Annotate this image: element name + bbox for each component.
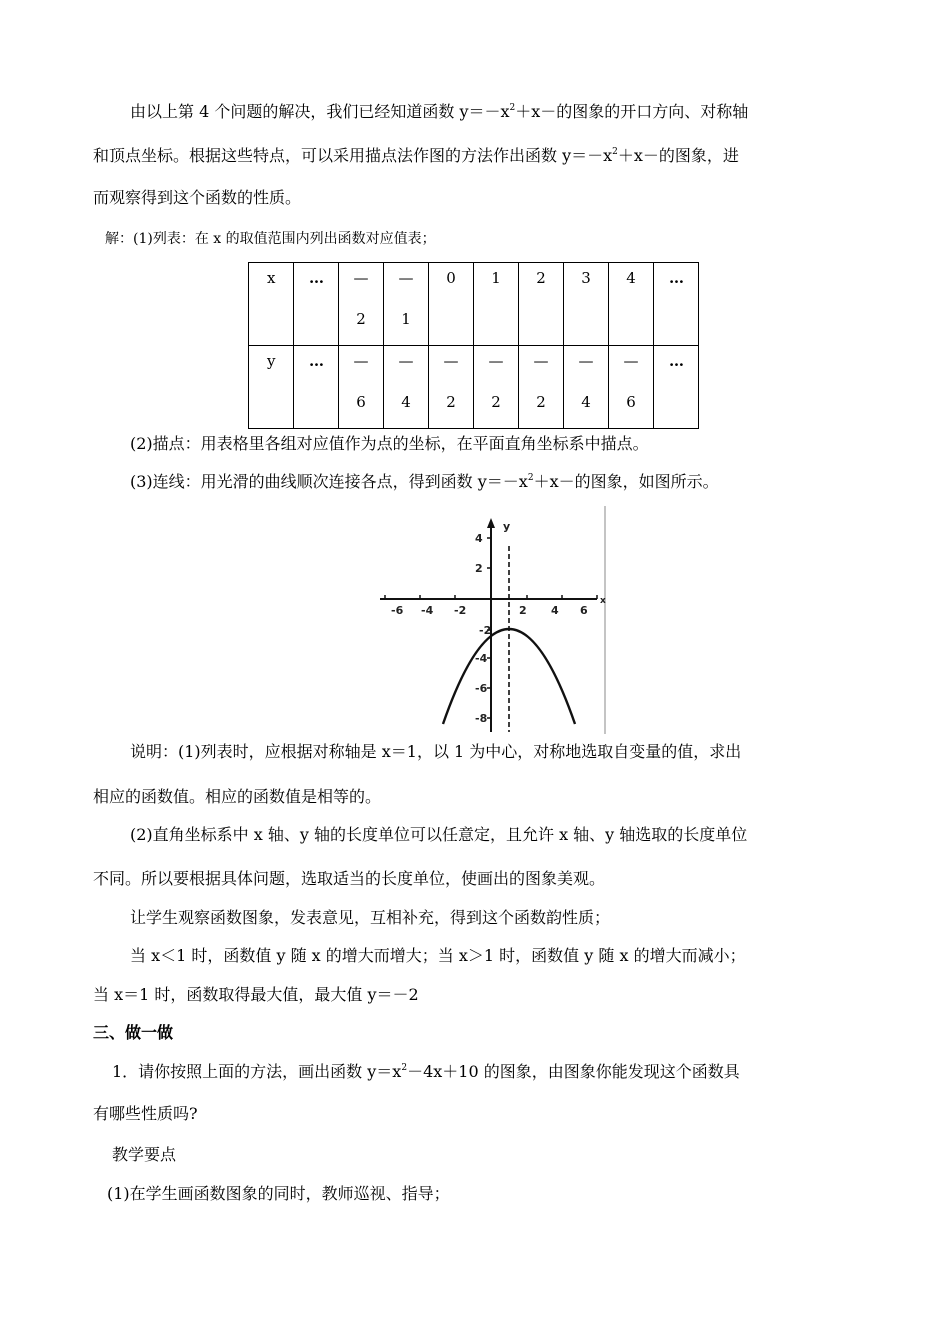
y-axis-label: y bbox=[503, 520, 511, 533]
table-cell: … bbox=[294, 263, 339, 346]
y-axis-arrow-icon bbox=[487, 518, 495, 528]
x-tick-label: -6 bbox=[391, 604, 404, 617]
table-cell: … bbox=[654, 263, 699, 346]
para1-line3: 而观察得到这个函数的性质。 bbox=[93, 188, 302, 207]
y-tick-label: -6 bbox=[475, 682, 488, 695]
note2-line2: 不同。所以要根据具体问题，选取适当的长度单位，使画出的图象美观。 bbox=[93, 869, 606, 888]
table-cell: 2 bbox=[519, 263, 564, 346]
y-tick-label: -8 bbox=[475, 712, 488, 725]
y-tick-label: 2 bbox=[475, 562, 483, 575]
note1-line1: 说明：(1)列表时，应根据对称轴是 x＝1，以 1 为中心，对称地选取自变量的值，求出 bbox=[130, 742, 742, 761]
y-tick-label: 4 bbox=[475, 532, 483, 545]
x-axis-label: x bbox=[600, 596, 606, 606]
y-row bbox=[249, 346, 699, 429]
table-cell: — 6 bbox=[339, 346, 384, 429]
value-table bbox=[248, 262, 699, 429]
x-tick-label: -2 bbox=[454, 604, 467, 617]
x-tick-label: -4 bbox=[421, 604, 434, 617]
x-label-cell: x bbox=[249, 263, 294, 346]
x-tick-label: 6 bbox=[580, 604, 588, 617]
step2: (2)描点：用表格里各组对应值作为点的坐标，在平面直角坐标系中描点。 bbox=[130, 434, 649, 453]
table-cell: … bbox=[294, 346, 339, 429]
table-cell: — 2 bbox=[519, 346, 564, 429]
step3: (3)连线：用光滑的曲线顺次连接各点，得到函数 $y=-x^2+x-$的图象，如图所示。 bbox=[130, 472, 719, 491]
table-cell: … bbox=[654, 346, 699, 429]
table-cell: — 2 bbox=[339, 263, 384, 346]
table-cell: 0 bbox=[429, 263, 474, 346]
section3-q1-line1: 1．请你按照上面的方法，画出函数 $y=x^2-4x+10$ 的图象，由图象你能发现这个函数具 bbox=[112, 1062, 740, 1081]
note5: 当 x＝1 时，函数取得最大值，最大值 y＝－2 bbox=[93, 985, 419, 1004]
y-label-cell: y bbox=[249, 346, 294, 429]
y-tick-label: -2 bbox=[479, 624, 492, 637]
note2-line1: (2)直角坐标系中 x 轴、y 轴的长度单位可以任意定，且允许 x 轴、y 轴选取的长度单位 bbox=[130, 825, 748, 844]
table-cell: — 4 bbox=[384, 346, 429, 429]
table-cell: 4 bbox=[609, 263, 654, 346]
section3-title: 三、做一做 bbox=[93, 1023, 174, 1042]
table-cell: — 1 bbox=[384, 263, 429, 346]
para1-line2: 和顶点坐标。根据这些特点，可以采用描点法作图的方法作出函数 $y=-x^2+x-$的图象，进 bbox=[93, 146, 739, 165]
y-tick-label: -4 bbox=[475, 652, 488, 665]
note4: 当 x＜1 时，函数值 y 随 x 的增大而增大；当 x＞1 时，函数值 y 随 x 的增大而减小； bbox=[130, 946, 746, 965]
table-cell: — 2 bbox=[474, 346, 519, 429]
note3: 让学生观察函数图象，发表意见，互相补充，得到这个函数韵性质； bbox=[130, 908, 611, 927]
table-cell: — 2 bbox=[429, 346, 474, 429]
table-cell: 1 bbox=[474, 263, 519, 346]
teaching-point-1: (1)在学生画函数图象的同时，教师巡视、指导； bbox=[107, 1184, 450, 1203]
note1-line2: 相应的函数值。相应的函数值是相等的。 bbox=[93, 787, 382, 806]
solution-intro: 解：(1)列表：在 x 的取值范围内列出函数对应值表； bbox=[105, 231, 436, 247]
teaching-points-title: 教学要点 bbox=[112, 1145, 177, 1164]
table-cell: — 4 bbox=[564, 346, 609, 429]
x-tick-label: 2 bbox=[519, 604, 527, 617]
table-cell: — 6 bbox=[609, 346, 654, 429]
section3-q1-line2: 有哪些性质吗? bbox=[93, 1104, 198, 1123]
parabola-graph bbox=[375, 506, 610, 736]
x-tick-label: 4 bbox=[551, 604, 559, 617]
para1-line1: 由以上第 4 个问题的解决，我们已经知道函数 $y=-x^2+x-$的图象的开口方向、对称轴 bbox=[130, 102, 749, 121]
table-cell: 3 bbox=[564, 263, 609, 346]
x-row bbox=[249, 263, 699, 346]
